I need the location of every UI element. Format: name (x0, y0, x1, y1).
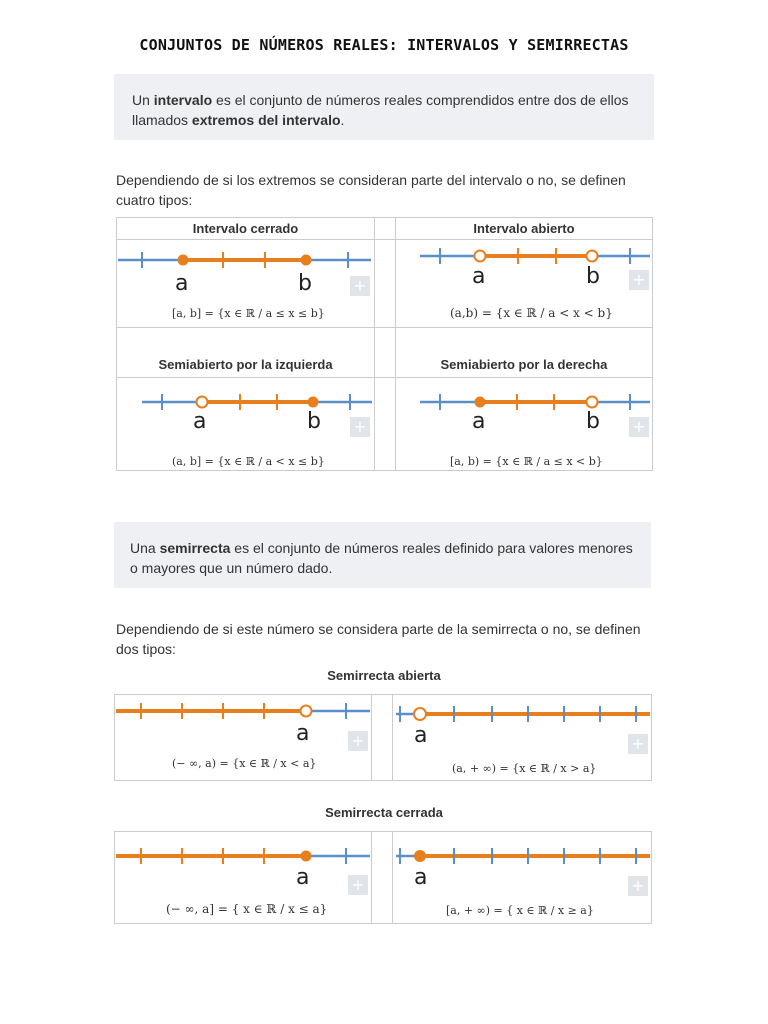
expand-button[interactable]: + (348, 875, 368, 895)
label-a: a (414, 723, 428, 748)
interval-formula: [a, b] = {x ∈ ℝ / a ≤ x ≤ b} (172, 307, 325, 320)
label-a: a (193, 409, 207, 434)
header-cell (117, 328, 375, 378)
page-title: CONJUNTOS DE NÚMEROS REALES: INTERVALOS Y SEMIRRECTAS (139, 36, 629, 54)
def-text: Un (132, 92, 154, 108)
spacer-cell (375, 328, 396, 378)
interval-header: Semiabierto por la derecha (440, 357, 608, 372)
closed-right-ray-number-line (394, 836, 652, 876)
spacer-cell (375, 218, 396, 240)
left-half-open-number-line (116, 382, 374, 422)
def-term: extremos del intervalo (191, 112, 341, 128)
ray-formula: (− ∞, a) = {x ∈ ℝ / x < a} (172, 757, 317, 770)
interval-formula: [a, b) = {x ∈ ℝ / a ≤ x < b} (450, 455, 603, 468)
spacer-cell (375, 378, 396, 471)
label-a: a (296, 865, 310, 890)
expand-button[interactable]: + (350, 276, 370, 296)
def-text: Una (130, 540, 160, 556)
label-b: b (586, 264, 600, 289)
expand-button[interactable]: + (350, 417, 370, 437)
label-a: a (296, 721, 310, 746)
expand-button[interactable]: + (628, 876, 648, 896)
open-interval-number-line (396, 236, 654, 276)
ray-formula: (− ∞, a] = { x ∈ ℝ / x ≤ a} (166, 902, 328, 916)
intervalo-intro: Dependiendo de si los extremos se consideran parte del intervalo o no, se definen cuatro tipos: (116, 172, 626, 208)
closed-left-ray-number-line (114, 836, 372, 876)
def-text: es el conjunto de números reales comprendidos entre dos de ellos llamados (132, 92, 629, 128)
label-b: b (298, 271, 312, 296)
intervalo-definition-box (114, 74, 654, 140)
semirrecta-definition-box (114, 522, 651, 588)
expand-button[interactable]: + (628, 734, 648, 754)
def-text: es el conjunto de números reales definido para valores menores o mayores que un número dado. (130, 540, 633, 576)
ray-formula: [a, + ∞) = { x ∈ ℝ / x ≥ a} (446, 904, 594, 917)
label-a: a (472, 409, 486, 434)
label-a: a (175, 271, 189, 296)
open-right-ray-number-line (394, 694, 652, 734)
spacer-cell (372, 695, 393, 781)
ray-formula: (a, + ∞) = {x ∈ ℝ / x > a} (452, 762, 597, 775)
interval-formula: (a, b] = {x ∈ ℝ / a < x ≤ b} (172, 455, 325, 468)
label-b: b (307, 409, 321, 434)
expand-button[interactable]: + (348, 731, 368, 751)
semirrecta-intro: Dependiendo de si este número se considera parte de la semirrecta o no, se definen dos tipos: (116, 621, 641, 657)
intervalo-definition (114, 74, 654, 130)
spacer-cell (372, 832, 393, 924)
header-cell (117, 218, 375, 240)
semirrecta-cerrada-header: Semirrecta cerrada (325, 805, 443, 820)
expand-button[interactable]: + (629, 417, 649, 437)
interval-formula: (a,b) = {x ∈ ℝ / a < x < b} (450, 306, 613, 320)
def-text: . (340, 112, 345, 128)
semirrecta-definition (114, 522, 651, 578)
semirrecta-abierta-header: Semirrecta abierta (327, 668, 441, 683)
label-a: a (472, 264, 486, 289)
label-a: a (414, 865, 428, 890)
closed-interval-number-line (116, 240, 374, 280)
spacer-cell (375, 240, 396, 328)
open-left-ray-number-line (114, 691, 372, 731)
header-cell (395, 328, 652, 378)
interval-header: Intervalo cerrado (192, 221, 299, 236)
def-term: semirrecta (159, 540, 231, 556)
interval-header: Semiabierto por la izquierda (158, 357, 333, 372)
label-b: b (586, 409, 600, 434)
expand-button[interactable]: + (629, 270, 649, 290)
right-half-open-number-line (396, 382, 654, 422)
def-term: intervalo (153, 92, 213, 108)
interval-header: Intervalo abierto (473, 221, 575, 236)
